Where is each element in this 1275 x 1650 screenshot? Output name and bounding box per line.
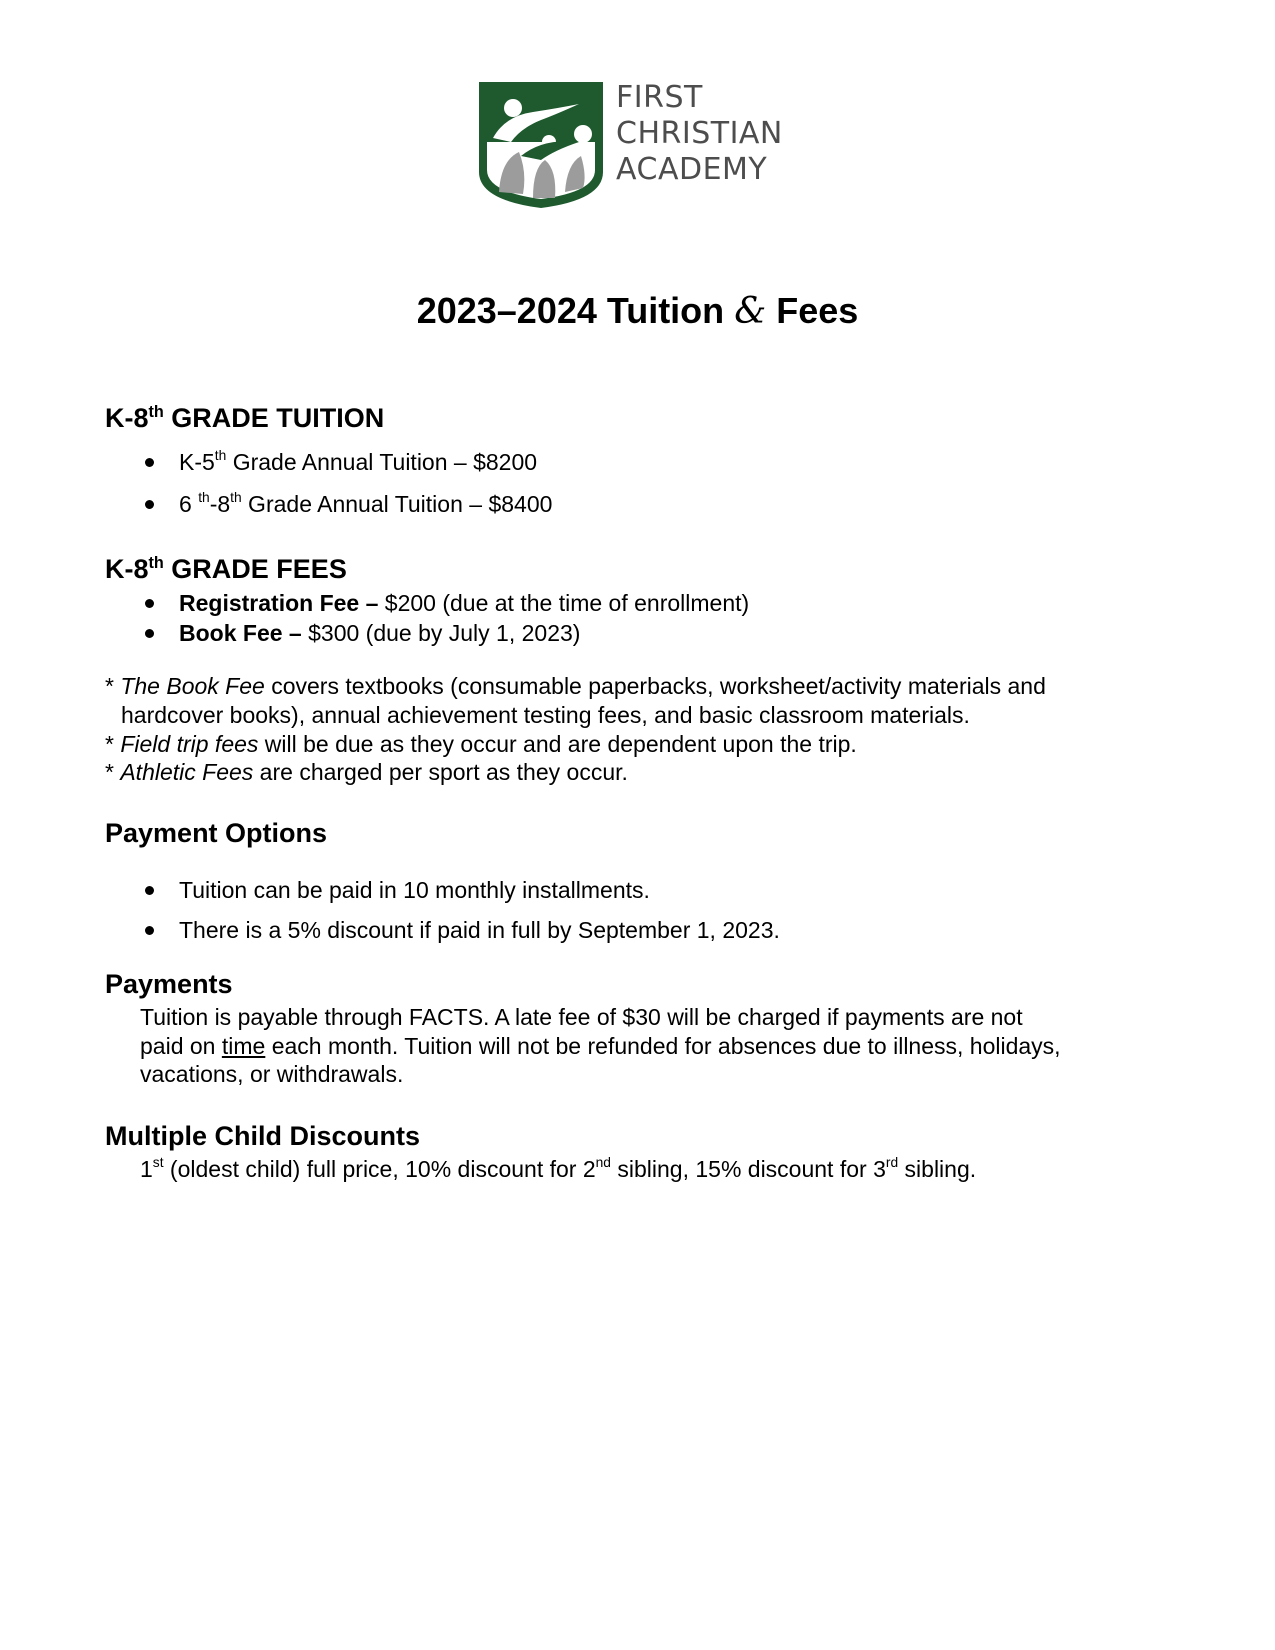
payment-options-heading: Payment Options xyxy=(105,818,328,848)
note-athletic: * Athletic Fees are charged per sport as they occur. xyxy=(105,759,628,785)
fees-item-book: Book Fee – $300 (due by July 1, 2023) xyxy=(179,620,581,646)
payments-heading: Payments xyxy=(105,969,233,999)
discounts-text: 1st (oldest child) full price, 10% discount for 2nd sibling, 15% discount for 3rd sibling. xyxy=(140,1155,977,1182)
logo-line-academy: ACADEMY xyxy=(616,152,768,187)
discounts-heading: Multiple Child Discounts xyxy=(105,1121,420,1151)
bullet-icon xyxy=(145,599,154,608)
page-title: 2023–2024 Tuition & Fees xyxy=(416,290,859,332)
tuition-heading: K-8th GRADE TUITION xyxy=(105,403,385,433)
note-book-fee: * The Book Fee covers textbooks (consumable paperbacks, worksheet/activity materials and xyxy=(105,673,1046,699)
bullet-icon xyxy=(145,458,154,467)
bullet-icon xyxy=(145,629,154,638)
payments-line-2: paid on time each month. Tuition will not be refunded for absences due to illness, holidays, xyxy=(140,1033,1061,1059)
payment-option-discount: There is a 5% discount if paid in full by September 1, 2023. xyxy=(179,917,780,943)
fees-heading: K-8th GRADE FEES xyxy=(105,554,347,584)
fees-item-registration: Registration Fee – $200 (due at the time of enrollment) xyxy=(179,590,750,616)
tuition-item-6-8: 6 $^{th}$-8th Grade Annual Tuition – $8400 xyxy=(179,490,553,517)
logo-line-first: FIRST xyxy=(616,80,703,115)
logo-wordmark xyxy=(616,80,783,188)
payments-line-1: Tuition is payable through FACTS. A late fee of $30 will be charged if payments are not xyxy=(140,1004,1023,1030)
bullet-icon xyxy=(145,500,154,509)
bullet-icon xyxy=(145,886,154,895)
bullet-icon xyxy=(145,926,154,935)
note-field-trip: * Field trip fees will be due as they occur and are dependent upon the trip. xyxy=(105,731,857,757)
logo-line-christian: CHRISTIAN xyxy=(616,116,783,151)
school-logo xyxy=(471,80,831,212)
payment-option-installments: Tuition can be paid in 10 monthly installments. xyxy=(179,877,650,903)
school-crest-icon xyxy=(471,80,611,212)
payments-line-3: vacations, or withdrawals. xyxy=(140,1061,404,1087)
title-ampersand: & xyxy=(734,291,767,332)
tuition-item-k5: K-5th Grade Annual Tuition – $8200 xyxy=(179,448,538,475)
note-book-fee-cont: hardcover books), annual achievement testing fees, and basic classroom materials. xyxy=(121,702,970,728)
